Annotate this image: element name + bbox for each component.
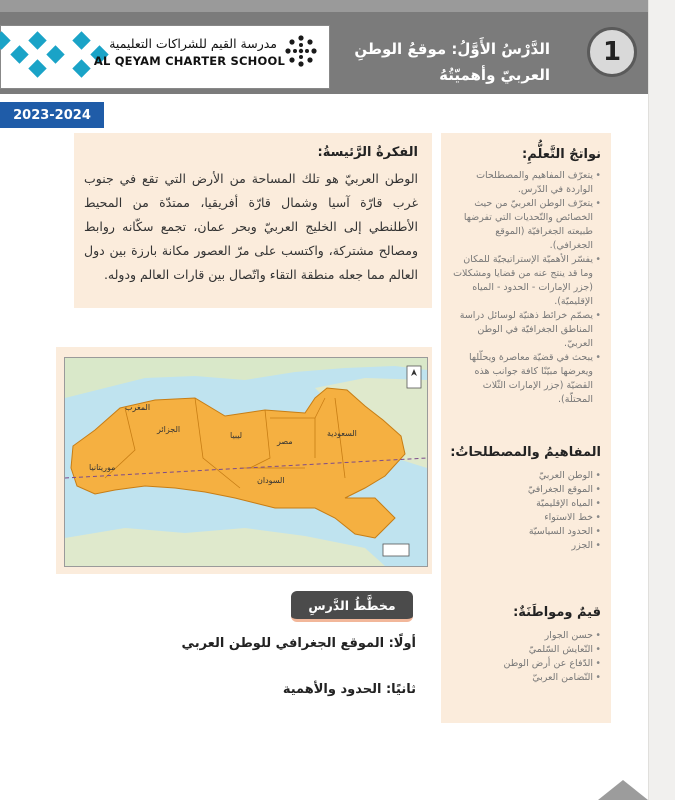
list-item: • يتعرّف المفاهيم والمصطلحات الواردة في الدّرس. xyxy=(449,169,601,197)
learning-outcomes-list xyxy=(449,169,601,407)
pattern-tile xyxy=(28,59,46,77)
map-label-algeria: الجزائر xyxy=(157,425,181,434)
list-item: • يبحث في قضيّة معاصرة ويحلّلها ويعرضها مبيّنًا كافة جوانب هذه القضيّة (جزر الإمارات الثّلاث المحتلّة). xyxy=(449,351,601,407)
map-label-libya: ليبيا xyxy=(230,431,243,440)
pattern-tile xyxy=(72,59,90,77)
list-item: • يفسّر الأهميّة الإستراتيجيّة للمكان وما قد ينتج عنه من قضايا ومشكلات (جزر الإمارات - الحدود - المياه الإقليميّة). xyxy=(449,253,601,309)
inset-box xyxy=(383,544,409,556)
map-label-mauritania: موريتانيا xyxy=(89,463,116,472)
values-list xyxy=(449,629,601,685)
main-idea-text: الوطن العربيّ هو تلك المساحة من الأرض التي تقع في جنوب غرب قارّة آسيا وشمال قارّة أفريقيا، ممتدّة من المحيط الأطلنطي إلى الخليج العربيّ وبحر عمان، تجمع سكّانه روابط ومصالح مشتركة، واكتسب على مرّ العصور مكانة بارزة بين دول العالم مما جعله منطقة التقاء واتّصال بين قارات العالم ودوله. xyxy=(84,171,418,282)
list-item: • يصمّم خرائط ذهنيّة لوسائل دراسة المناطق الجغرافيّة في الوطن العربيّ. xyxy=(449,309,601,351)
map-label-egypt: مصر xyxy=(277,437,293,446)
academic-year-badge: 2023-2024 xyxy=(0,102,104,128)
list-item: • حسن الجوار xyxy=(449,629,601,643)
list-item: • الوطن العربيّ xyxy=(449,469,601,483)
top-strip xyxy=(0,0,648,12)
sidebar-panel xyxy=(441,133,611,723)
map-label-morocco: المغرب xyxy=(125,403,151,412)
map-panel xyxy=(56,347,432,574)
school-name-english: AL QEYAM CHARTER SCHOOL xyxy=(93,54,285,68)
arab-world-map xyxy=(64,357,428,567)
map-label-saudi: السعودية xyxy=(327,429,357,438)
list-item: • الموقع الجغرافيّ xyxy=(449,483,601,497)
page-corner-arrow-icon xyxy=(598,780,648,800)
map-label-sudan: السودان xyxy=(257,476,285,485)
lesson-plan-tag: مخطَّطُ الدَّرسِ xyxy=(291,591,413,622)
lesson-plan-item: أولًا: الموقع الجغرافي للوطن العربي xyxy=(181,636,416,651)
concepts-heading: المفاهيمُ والمصطلحاتُ: xyxy=(450,445,601,460)
concepts-list xyxy=(449,469,601,553)
main-idea-panel xyxy=(74,133,432,308)
learning-outcomes-heading: نواتجُ التَّعلُّمِ: xyxy=(522,147,601,162)
school-name-arabic: مدرسة القيم للشراكات التعليمية xyxy=(109,36,277,51)
list-item: • التّضامن العربيّ xyxy=(449,671,601,685)
list-item: • يتعرّف الوطن العربيّ من حيث الخصائص والتّحديات التي تفرضها طبيعته الجغرافيّة (الموقع الجغرافي). xyxy=(449,197,601,253)
list-item: • خط الاستواء xyxy=(449,511,601,525)
map-drawing xyxy=(65,358,427,566)
list-item: • الحدود السياسيّة xyxy=(449,525,601,539)
pattern-tile xyxy=(28,31,46,49)
school-logo-icon xyxy=(284,34,318,68)
main-idea-heading: الفكرةُ الرَّئيسةُ: xyxy=(317,145,418,160)
values-heading: قيمٌ ومواطَنَةٌ: xyxy=(513,605,601,620)
viewer-margin xyxy=(648,0,675,800)
pattern-tile xyxy=(46,45,64,63)
lesson-plan-item: ثانيًا: الحدود والأهمية xyxy=(282,682,416,697)
school-logo-banner xyxy=(0,25,330,89)
list-item: • الدّفاع عن أرض الوطن xyxy=(449,657,601,671)
list-item: • الجزر xyxy=(449,539,601,553)
pattern-tile xyxy=(10,45,28,63)
list-item: • المياه الإقليميّة xyxy=(449,497,601,511)
pattern-tile xyxy=(72,31,90,49)
list-item: • التّعايش السّلميّ xyxy=(449,643,601,657)
lesson-title: الدَّرْسُ الأَوَّلُ: موقعُ الوطنِ العربيّ وأهميّتُهُ xyxy=(354,40,550,84)
lesson-number: 1 xyxy=(587,27,637,77)
pattern-tile xyxy=(0,31,11,49)
